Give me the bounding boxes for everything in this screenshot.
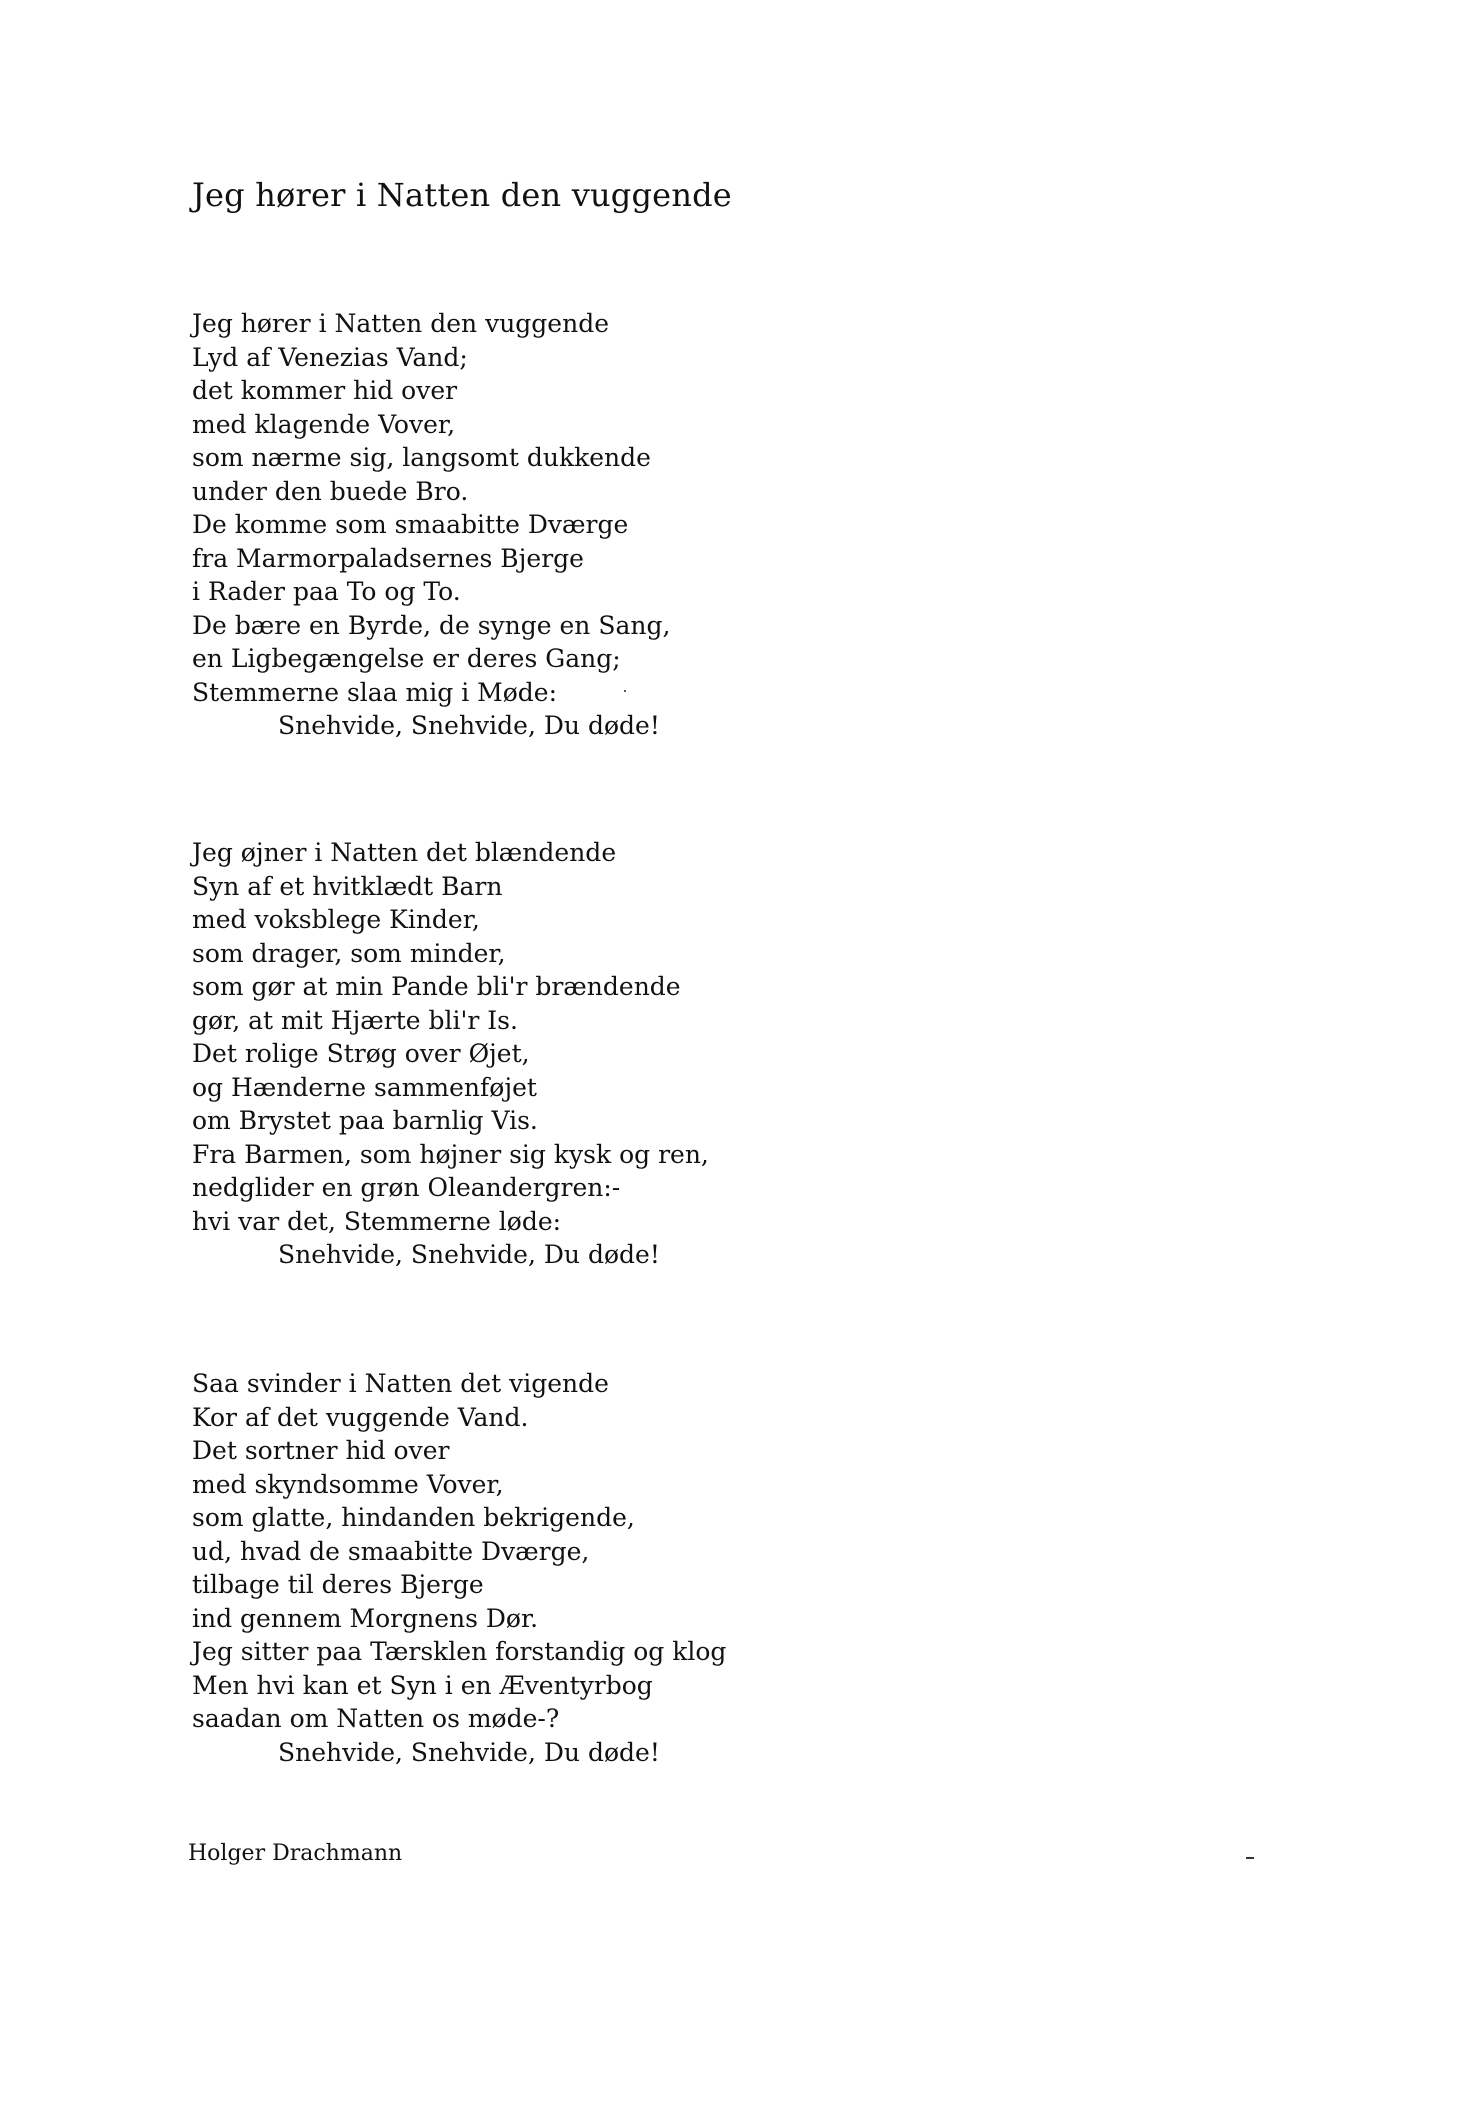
stanza-line: Syn af et hvitklædt Barn — [192, 871, 503, 901]
stanza-line: og Hænderne sammenføjet — [192, 1072, 537, 1102]
stanza-refrain: Snehvide, Snehvide, Du døde! — [278, 1240, 660, 1269]
stanza-line: som drager, som minder, — [192, 938, 506, 968]
stanza-3 — [192, 1367, 726, 1769]
stanza-2 — [192, 836, 709, 1272]
stanza-line: saadan om Natten os møde-? — [192, 1704, 560, 1733]
stanza-line: med klagende Vover, — [192, 409, 456, 439]
stanza-line: Lyd af Venezias Vand; — [192, 342, 468, 372]
stanza-line: med voksblege Kinder, — [192, 905, 480, 934]
stanza-line: gør, at mit Hjærte bli'r Is. — [192, 1005, 518, 1035]
stanza-line: ud, hvad de smaabitte Dværge, — [192, 1536, 590, 1566]
stanza-line: ind gennem Morgnens Dør. — [192, 1603, 539, 1633]
stanza-line: nedglider en grøn Oleandergren:- — [192, 1173, 621, 1202]
stanza-line: en Ligbegængelse er deres Gang; — [192, 644, 621, 673]
stanza-line: med skyndsomme Vover, — [192, 1469, 504, 1499]
stanza-line: Jeg øjner i Natten det blændende — [192, 838, 617, 867]
stanza-line: under den buede Bro. — [192, 476, 469, 506]
stanza-line: som nærme sig, langsomt dukkende — [192, 443, 651, 472]
stanza-line: Det sortner hid over — [192, 1436, 450, 1465]
stanza-refrain: Snehvide, Snehvide, Du døde! — [278, 711, 660, 740]
stanza-line: Jeg hører i Natten den vuggende — [192, 309, 609, 338]
scan-dash-mark — [1246, 1857, 1254, 1859]
stanza-line: Saa svinder i Natten det vigende — [192, 1369, 609, 1398]
stanza-line: Kor af det vuggende Vand. — [192, 1402, 529, 1432]
stanza-1 — [192, 307, 670, 743]
stanza-line: fra Marmorpaladsernes Bjerge — [192, 543, 584, 573]
stanza-line: De komme som smaabitte Dværge — [192, 510, 629, 539]
stanza-line: det kommer hid over — [192, 376, 458, 405]
stanza-line: som gør at min Pande bli'r brændende — [192, 972, 681, 1001]
stanza-line: Jeg sitter paa Tærsklen forstandig og klog — [192, 1637, 727, 1666]
stanza-line: Det rolige Strøg over Øjet, — [192, 1039, 530, 1068]
stanza-line: tilbage til deres Bjerge — [192, 1570, 484, 1599]
stanza-line: De bære en Byrde, de synge en Sang, — [192, 610, 671, 640]
stanza-line: Stemmerne slaa mig i Møde: — [192, 677, 558, 707]
author-signature: Holger Drachmann — [188, 1841, 403, 1866]
stanza-refrain: Snehvide, Snehvide, Du døde! — [278, 1737, 660, 1767]
stanza-line: i Rader paa To og To. — [192, 577, 461, 606]
stanza-line: hvi var det, Stemmerne løde: — [192, 1206, 562, 1236]
stanza-line: Fra Barmen, som højner sig kysk og ren, — [192, 1139, 709, 1169]
stanza-line: om Brystet paa barnlig Vis. — [192, 1106, 538, 1135]
stanza-line: Men hvi kan et Syn i en Æventyrbog — [192, 1670, 653, 1700]
stanza-line: som glatte, hindanden bekrigende, — [192, 1503, 635, 1532]
poem-title: Jeg hører i Natten den vuggende — [192, 176, 732, 214]
